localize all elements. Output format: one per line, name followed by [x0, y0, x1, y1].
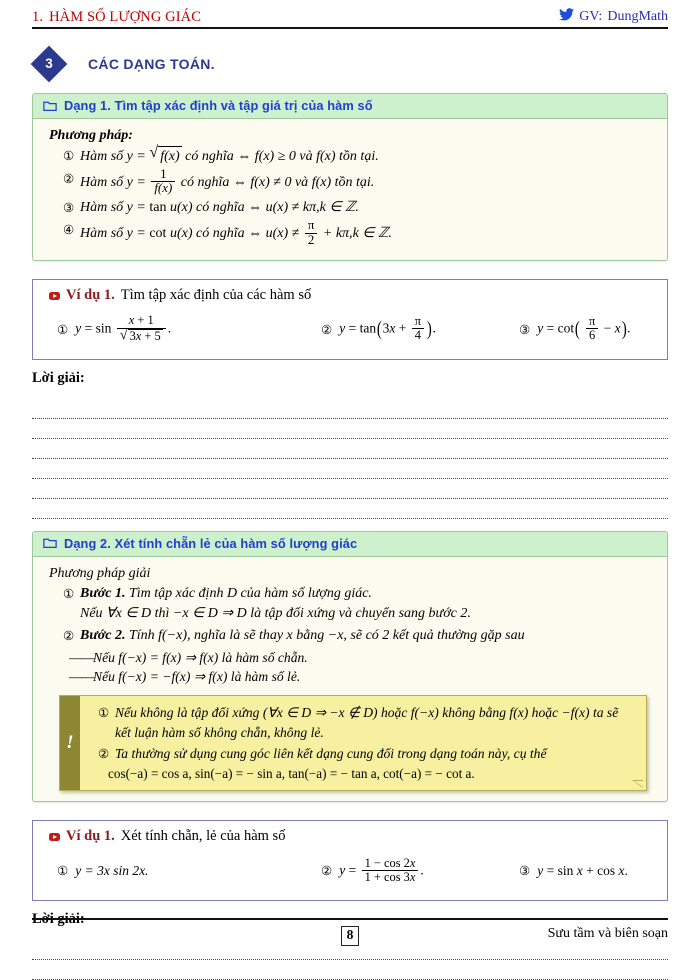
- dotted-line[interactable]: [32, 399, 668, 419]
- dang1-item: [63, 198, 655, 218]
- note-item: [98, 744, 632, 764]
- youtube-icon: [49, 292, 60, 300]
- item-number: ②: [63, 628, 75, 643]
- youtube-icon: [49, 833, 60, 841]
- note-box: [59, 695, 647, 791]
- dang2-dash-item: [69, 667, 655, 687]
- item-formula: y = sin x + cos x.: [537, 863, 628, 879]
- dash-marker: ——: [69, 669, 95, 685]
- dash-text: Nếu f(−x) = f(x) ⇒ f(x) là hàm số chẵn.: [93, 649, 308, 665]
- example2-label: Ví dụ 1.: [66, 828, 115, 845]
- item-number: ②: [321, 864, 333, 879]
- item-number: ①: [63, 149, 75, 163]
- note-fold-corner-icon: [632, 780, 643, 788]
- section-number: 3: [45, 56, 53, 72]
- header-author-prefix: GV:: [579, 9, 603, 24]
- footer-row: [32, 926, 668, 946]
- dang2-item: [63, 626, 655, 646]
- dang1-body: [33, 119, 667, 260]
- item-content: [80, 584, 655, 625]
- item-number: ②: [98, 747, 110, 762]
- header-author: [559, 8, 668, 26]
- example2-header: [43, 828, 657, 845]
- example1-label: Ví dụ 1.: [66, 286, 115, 303]
- section-number-diamond: [31, 46, 68, 83]
- dotted-line[interactable]: [32, 479, 668, 499]
- dotted-line[interactable]: [32, 439, 668, 459]
- dang2-box: [32, 531, 668, 802]
- item-text: Tìm tập xác định D của hàm số lượng giác.: [128, 585, 372, 601]
- example2-items: [43, 851, 657, 891]
- item-content: Hàm số y = tan u(x) có nghĩa ⇔ u(x) ≠ kπ,k ∈ ℤ.: [80, 200, 359, 216]
- header-chapter-title: HÀM SỐ LƯỢNG GIÁC: [49, 9, 201, 25]
- note-formula: cos(−a) = cos a, sin(−a) = − sin a, tan(−a) = − tan a, cot(−a) = − cot a.: [108, 766, 475, 782]
- dang2-dash-item: [69, 648, 655, 668]
- item-number: ①: [98, 706, 110, 721]
- page-number: 8: [341, 926, 360, 946]
- item-text: Tính f(−x), nghĩa là sẽ thay x bằng −x, sẽ có 2 kết quả thường gặp sau: [128, 627, 525, 643]
- item-formula: y = cot( $\frac{\pi}{6}$ − x).: [537, 314, 631, 343]
- dang2-title: Dạng 2. Xét tính chẵn lẻ của hàm số lượng giác: [64, 535, 358, 551]
- dotted-line[interactable]: [32, 459, 668, 479]
- page-header: [32, 0, 668, 27]
- item-text: Nếu không là tập đối xứng (∀x ∈ D ⇒ −x ∉ D) hoặc f(−x) không bằng f(x) hoặc −f(x) ta sẽ kết luận hàm số không chẵn, không lẻ.: [115, 705, 619, 741]
- dang1-item: [63, 166, 655, 197]
- item-formula: y = sin x + 1 √ 3x + 5 .: [75, 313, 172, 343]
- header-chapter-number: 1.: [32, 9, 44, 25]
- header-author-name: DungMath: [607, 9, 668, 24]
- example1-box: [32, 279, 668, 360]
- solution2-label: Lời giải:: [32, 911, 85, 928]
- item-text: Ta thường sử dụng cung góc liên kết dạng cung đối trong dạng toán này, cụ thể: [115, 746, 547, 762]
- note-item: [98, 703, 632, 742]
- header-rule: [32, 27, 668, 29]
- dash-marker: ——: [69, 649, 95, 665]
- item-number: ③: [519, 322, 531, 337]
- dang2-method-label: Phương pháp giải: [49, 565, 151, 581]
- folder-icon: [43, 100, 57, 112]
- dotted-line[interactable]: [32, 960, 668, 980]
- example2-prompt: Xét tính chẵn, lẻ của hàm số: [120, 828, 286, 845]
- header-chapter: [32, 9, 201, 26]
- item-number: ③: [63, 201, 75, 216]
- item-formula: y = tan(3x + $\frac{\pi}{4}$ ).: [339, 314, 436, 343]
- item-formula: y = 3x sin 2x.: [75, 863, 149, 879]
- footer-rule: [32, 918, 668, 920]
- dotted-line[interactable]: [32, 499, 668, 519]
- item-content: Hàm số y = cot u(x) có nghĩa ⇔ u(x) ≠ $\frac{\pi}{2}$ + kπ,k ∈ ℤ.: [80, 218, 392, 247]
- exclamation-icon: !: [60, 696, 80, 790]
- item-step-label: Bước 1.: [80, 585, 126, 601]
- example1-items: [43, 310, 657, 350]
- item-content: Hàm số y = $\frac{1}{f(x)}$ có nghĩa ⇔ f(x) ≠ 0 và f(x) tồn tại.: [80, 166, 375, 196]
- section-heading: [32, 51, 668, 77]
- dang2-item-list: [45, 584, 655, 646]
- dang1-method-label: Phương pháp:: [49, 128, 133, 143]
- dang1-box: [32, 93, 668, 261]
- item-number: ②: [63, 171, 75, 186]
- footer-credit: Sưu tầm và biên soạn: [547, 926, 668, 942]
- item-number: ③: [519, 864, 531, 879]
- dash-text: Nếu f(−x) = −f(x) ⇒ f(x) là hàm số lẻ.: [93, 669, 301, 685]
- item-number: ④: [63, 223, 75, 238]
- example2-item: [57, 863, 321, 879]
- item-number: ②: [321, 322, 333, 337]
- item-number: ①: [57, 864, 69, 879]
- example1-header: [43, 287, 657, 304]
- dang1-item-list: [45, 146, 655, 248]
- note-body: [80, 696, 646, 790]
- dang1-title: Dạng 1. Tìm tập xác định và tập giá trị của hàm số: [64, 98, 373, 113]
- example1-prompt: Tìm tập xác định của các hàm số: [120, 286, 312, 303]
- item-content: Hàm số y = √ f(x) có nghĩa ⇔ f(x) ≥ 0 và f(x) tồn tại.: [80, 146, 655, 167]
- section-title: CÁC DẠNG TOÁN.: [88, 56, 215, 72]
- dang1-item: [63, 220, 655, 248]
- folder-icon: [43, 537, 57, 549]
- item-number: ①: [57, 322, 69, 337]
- example1-item: [57, 315, 321, 343]
- item-content: [80, 626, 655, 646]
- solution1-dotted-lines[interactable]: [32, 399, 668, 519]
- dang2-body: [33, 557, 667, 801]
- solution1-label: Lời giải:: [32, 369, 85, 386]
- example1-item: [519, 316, 657, 343]
- page-footer: [32, 918, 668, 946]
- dotted-line[interactable]: [32, 419, 668, 439]
- solution2-dotted-lines[interactable]: [32, 940, 668, 980]
- dang1-header: [33, 94, 667, 119]
- example2-box: [32, 820, 668, 901]
- dang2-item: [63, 584, 655, 625]
- item-step-label: Bước 2.: [80, 627, 126, 643]
- note-item-list: [84, 703, 632, 764]
- example2-item: [519, 863, 657, 879]
- example1-item: [321, 316, 519, 343]
- item-subtext: Nếu ∀x ∈ D thì −x ∈ D ⇒ D là tập đối xứng và chuyển sang bước 2.: [80, 605, 471, 621]
- example2-item: [321, 855, 519, 885]
- dang1-item: [63, 146, 655, 167]
- dang2-header: [33, 532, 667, 557]
- twitter-bird-icon: [559, 8, 574, 26]
- item-formula: y = $\frac{1 - \cos 2x}{1 + \cos 3x}$ .: [339, 855, 424, 884]
- item-number: ①: [63, 586, 75, 601]
